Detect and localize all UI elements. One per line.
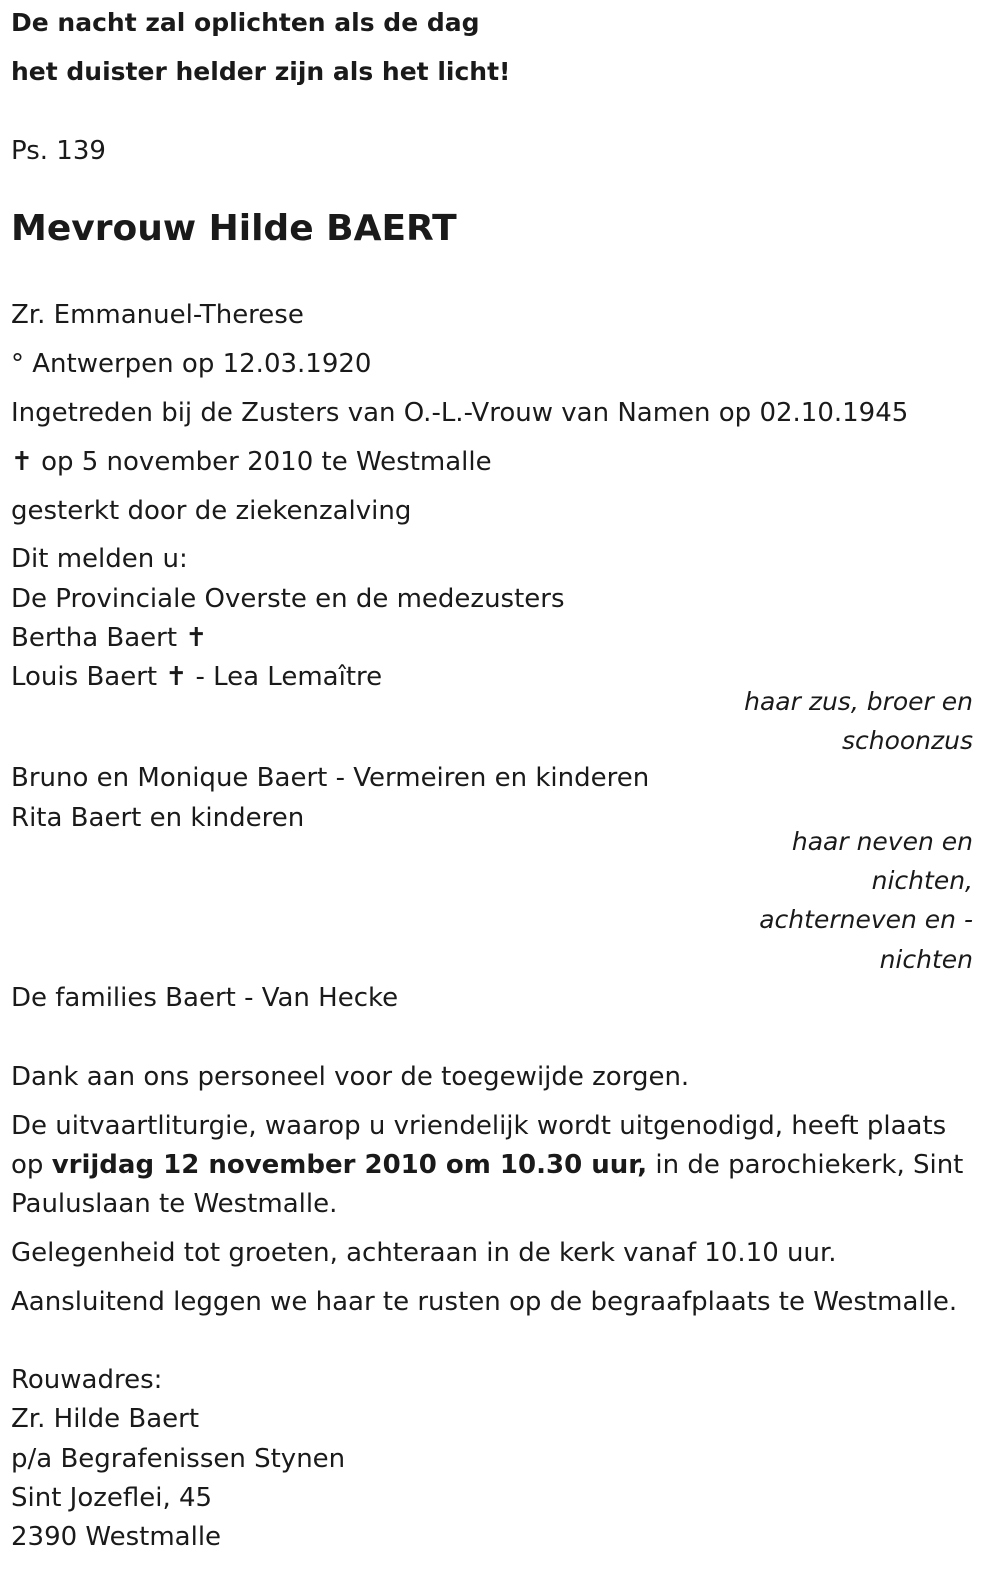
funeral-date: vrijdag 12 november 2010 om 10.30 uur,	[51, 1150, 648, 1180]
announcer-line-1: De Provinciale Overste en de medezusters	[11, 584, 565, 614]
announcer-line-5: Rita Baert en kinderen	[11, 803, 305, 833]
psalm-reference: Ps. 139	[11, 136, 106, 166]
birth-text: Antwerpen op 12.03.1920	[32, 349, 372, 379]
announcer-line-2	[11, 623, 207, 653]
religious-name: Zr. Emmanuel-Therese	[11, 300, 304, 330]
greeting-line: Gelegenheid tot groeten, achteraan in de kerk vanaf 10.10 uur.	[11, 1238, 837, 1268]
announcer-partner: - Lea Lemaître	[195, 662, 383, 692]
relation-2-a: haar neven en	[791, 827, 973, 856]
thanks-line: Dank aan ons personeel voor de toegewijde zorgen.	[11, 1062, 690, 1092]
funeral-line-3: Pauluslaan te Westmalle.	[11, 1189, 338, 1219]
announcer-line-3	[11, 662, 382, 692]
announcers-intro: Dit melden u:	[11, 544, 188, 574]
deceased-name: Mevrouw Hilde BAERT	[11, 208, 457, 249]
birth-symbol: °	[11, 349, 24, 379]
announcer-name: Louis Baert	[11, 662, 158, 692]
address-line-1: Zr. Hilde Baert	[11, 1404, 200, 1434]
announcer-name: Bertha Baert	[11, 623, 178, 653]
death-line	[11, 447, 492, 477]
announcer-line-4: Bruno en Monique Baert - Vermeiren en kinderen	[11, 763, 650, 793]
relation-2-d: nichten	[879, 945, 973, 974]
relation-1-a: haar zus, broer en	[744, 687, 973, 716]
cross-icon: ✝	[185, 623, 208, 653]
cross-icon: ✝	[165, 662, 188, 692]
burial-line: Aansluitend leggen we haar te rusten op de begraafplaats te Westmalle.	[11, 1287, 958, 1317]
funeral-line-1: De uitvaartliturgie, waarop u vriendelijk wordt uitgenodigd, heeft plaats	[11, 1111, 947, 1141]
motto-line-1: De nacht zal oplichten als de dag	[11, 8, 480, 37]
funeral-line-2	[11, 1150, 963, 1180]
motto-line-2: het duister helder zijn als het licht!	[11, 57, 511, 86]
entered-line: Ingetreden bij de Zusters van O.-L.-Vrouw van Namen op 02.10.1945	[11, 398, 909, 428]
address-label: Rouwadres:	[11, 1365, 163, 1395]
funeral-pre: op	[11, 1150, 52, 1180]
address-line-2: p/a Begrafenissen Stynen	[11, 1444, 346, 1474]
relation-2-b: nichten,	[871, 866, 973, 895]
address-line-4: 2390 Westmalle	[11, 1522, 222, 1552]
birth-line	[11, 349, 371, 379]
cross-icon: ✝	[11, 447, 33, 477]
relation-2-c: achterneven en -	[759, 905, 973, 934]
death-text: op 5 november 2010 te Westmalle	[41, 447, 492, 477]
sacrament-line: gesterkt door de ziekenzalving	[11, 496, 412, 526]
relation-1-b: schoonzus	[841, 726, 973, 755]
funeral-post: in de parochiekerk, Sint	[647, 1150, 964, 1180]
announcer-line-6: De families Baert - Van Hecke	[11, 983, 399, 1013]
address-line-3: Sint Jozeflei, 45	[11, 1483, 213, 1513]
